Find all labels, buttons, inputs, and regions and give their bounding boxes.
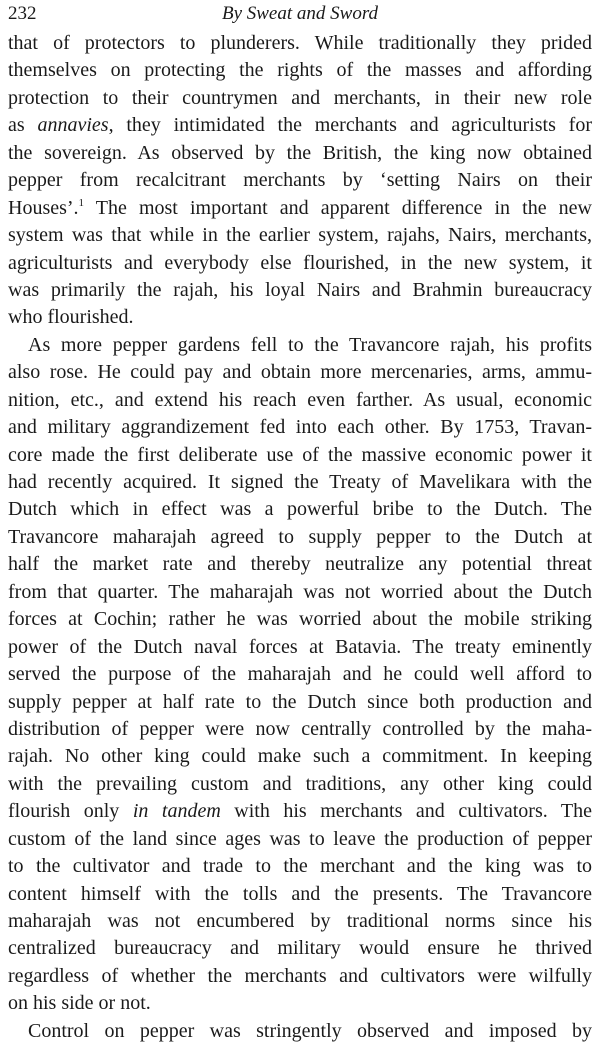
body-text	[8, 30, 592, 1045]
text-line	[8, 359, 592, 386]
text-line	[8, 551, 592, 578]
text-segment: Travancore maharajah agreed to supply pepper to the Dutch at	[8, 525, 592, 548]
text-line	[8, 85, 592, 112]
text-segment: Houses’.	[8, 196, 79, 219]
text-line	[8, 935, 592, 962]
text-line	[8, 990, 592, 1017]
text-segment: pepper from recalcitrant merchants by ‘setting Nairs on their	[8, 169, 592, 192]
text-line	[8, 853, 592, 880]
text-line	[8, 524, 592, 551]
text-segment: , they intimidated the merchants and agriculturists for	[108, 114, 592, 137]
text-segment: regardless of whether the merchants and cultivators were wilfully	[8, 964, 592, 987]
text-segment: as	[8, 114, 38, 137]
text-segment: custom of the land since ages was to leave the production of pepper	[8, 827, 592, 850]
text-line	[8, 140, 592, 167]
text-line	[8, 579, 592, 606]
text-line	[8, 222, 592, 249]
text-line	[8, 908, 592, 935]
text-line	[8, 743, 592, 770]
text-line	[8, 112, 592, 139]
text-segment: distribution of pepper were now centrally controlled by the maha-	[8, 717, 592, 740]
text-segment: maharajah was not encumbered by traditional norms since his	[8, 910, 592, 932]
text-segment: core made the first deliberate use of the massive economic power it	[8, 443, 592, 466]
text-line	[8, 57, 592, 84]
text-line	[8, 771, 592, 798]
text-line	[8, 304, 592, 331]
paragraph	[8, 332, 592, 1018]
page-number: 232	[8, 3, 37, 24]
text-segment: agriculturists and everybody else flourished, in the new system, it	[8, 251, 592, 274]
text-line	[8, 1018, 592, 1045]
text-segment: also rose. He could pay and obtain more mercenaries, arms, ammu-	[8, 361, 592, 384]
text-segment: was primarily the rajah, his loyal Nairs and Brahmin bureaucracy	[8, 278, 592, 301]
text-line	[8, 798, 592, 825]
text-segment: power of the Dutch naval forces at Batavia. The treaty eminently	[8, 635, 592, 658]
text-segment: half the market rate and thereby neutralize any potential threat	[8, 553, 592, 576]
text-line	[8, 826, 592, 853]
text-line	[8, 881, 592, 908]
page-header	[8, 0, 592, 30]
text-segment: themselves on protecting the rights of the masses and affording	[8, 59, 592, 82]
text-segment: supply pepper at half rate to the Dutch since both production and	[8, 690, 592, 713]
text-segment: from that quarter. The maharajah was not worried about the Dutch	[8, 580, 592, 603]
text-line	[8, 30, 592, 57]
book-page	[8, 0, 592, 1042]
text-segment: that of protectors to plunderers. While traditionally they prided	[8, 32, 592, 54]
text-segment: nition, etc., and extend his reach even farther. As usual, economic	[8, 388, 592, 411]
text-line	[8, 332, 592, 359]
text-line	[8, 496, 592, 523]
text-line	[8, 442, 592, 469]
text-line	[8, 414, 592, 441]
text-segment: system was that while in the earlier system, rajahs, Nairs, merchants,	[8, 224, 592, 247]
paragraph	[8, 1018, 592, 1045]
italic-term: in tandem	[132, 800, 221, 823]
text-line	[8, 606, 592, 633]
text-segment: forces at Cochin; rather he was worried about the mobile striking	[8, 608, 592, 631]
running-head: By Sweat and Sword	[221, 3, 379, 24]
paragraph	[8, 30, 592, 332]
text-segment: flourish only	[8, 800, 133, 823]
text-segment: had recently acquired. It signed the Treaty of Mavelikara with the	[8, 471, 592, 493]
text-line	[8, 661, 592, 688]
text-segment: and military aggrandizement fed into each other. By 1753, Travan-	[8, 416, 592, 439]
text-line	[8, 250, 592, 277]
italic-term: annavies	[37, 114, 109, 137]
text-segment: As more pepper gardens fell to the Travancore rajah, his profits	[28, 333, 592, 356]
text-segment: Dutch which in effect was a powerful bribe to the Dutch. The	[8, 498, 592, 521]
text-segment: who flourished.	[8, 306, 134, 329]
text-segment: protection to their countrymen and merchants, in their new role	[8, 86, 592, 109]
text-segment: Control on pepper was stringently observed and imposed by	[28, 1019, 592, 1042]
text-line	[8, 469, 592, 496]
text-segment: content himself with the tolls and the presents. The Travancore	[8, 882, 592, 905]
text-line	[8, 716, 592, 743]
footnote-ref: 1	[78, 196, 85, 209]
text-line	[8, 634, 592, 661]
text-line	[8, 963, 592, 990]
text-segment: to the cultivator and trade to the merchant and the king was to	[8, 855, 592, 878]
text-line	[8, 167, 592, 194]
text-segment: with his merchants and cultivators. The	[220, 800, 592, 823]
text-line	[8, 277, 592, 304]
text-segment: centralized bureaucracy and military would ensure he thrived	[8, 937, 592, 960]
text-segment: The most important and apparent difference in the new	[84, 196, 592, 219]
text-line	[8, 195, 592, 222]
text-segment: on his side or not.	[8, 992, 151, 1015]
text-line	[8, 387, 592, 414]
text-segment: served the purpose of the maharajah and he could well afford to	[8, 663, 592, 686]
text-segment: rajah. No other king could make such a commitment. In keeping	[8, 745, 592, 768]
text-segment: with the prevailing custom and traditions, any other king could	[8, 772, 592, 795]
text-line	[8, 689, 592, 716]
text-segment: the sovereign. As observed by the British, the king now obtained	[8, 141, 592, 164]
